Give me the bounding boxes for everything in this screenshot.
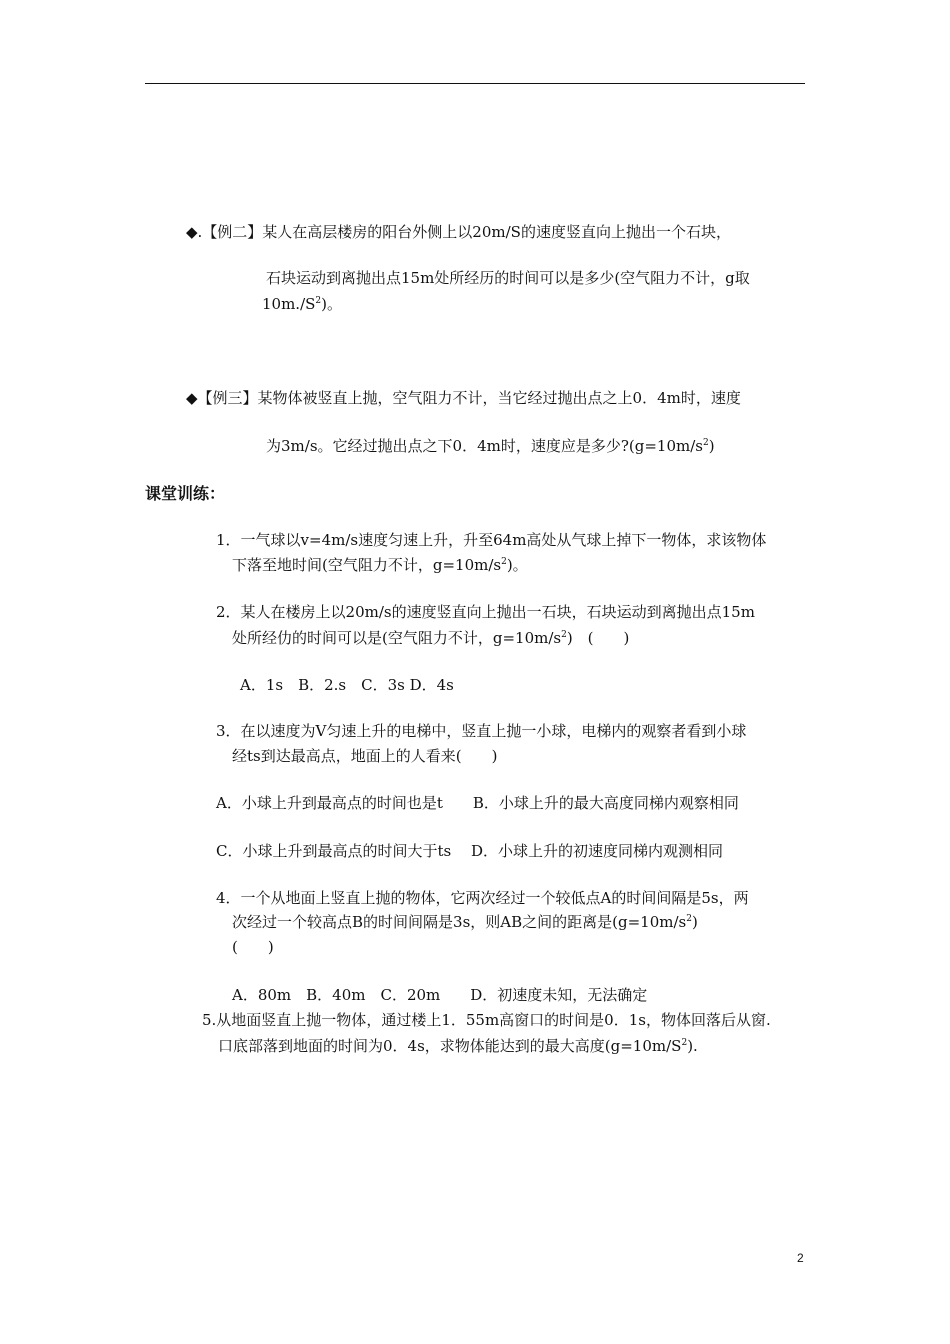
example3-line2 <box>266 436 715 456</box>
q2-line2-pre: 处所经仂的时间可以是(空气阻力不计，g=10m/s <box>232 629 562 647</box>
q4-line2-sup: 2 <box>686 914 692 924</box>
q5-line1: 5.从地面竖直上抛一物体，通过楼上1．55m高窗口的时间是0．1s，物体回落后从窗. <box>202 1011 771 1029</box>
q1-line2-post: )。 <box>506 556 528 574</box>
q5-line2-pre: 口底部落到地面的时间为0．4s，求物体能达到的最大高度(g=10m/S <box>218 1037 682 1055</box>
q1-line2-pre: 下落至地时间(空气阻力不计，g=10m/s <box>232 556 502 574</box>
q5-line2-post: ). <box>687 1037 698 1055</box>
q3-options-cd: C．小球上升到最高点的时间大于ts D．小球上升的初速度同梯内观测相同 <box>216 842 724 860</box>
q5-line2-sup: 2 <box>681 1038 688 1048</box>
header-rule <box>145 83 805 84</box>
example2-line1: ◆.【例二】某人在高层楼房的阳台外侧上以20m/S的速度竖直向上抛出一个石块， <box>186 223 731 241</box>
example2-line3-sup: 2 <box>315 296 322 306</box>
q4-line2 <box>232 912 698 932</box>
q1-line2 <box>232 555 528 575</box>
q2-line2-post: ) ( ) <box>566 629 630 647</box>
q4-line2-post: ) <box>691 913 698 931</box>
example3-line1: ◆【例三】某物体被竖直上抛，空气阻力不计，当它经过抛出点之上0．4m时，速度 <box>186 389 741 407</box>
q4-options: A．80m B．40m C．20m D．初速度未知，无法确定 <box>232 986 648 1004</box>
example2-line3-pre: 10m./S <box>262 295 316 313</box>
example3-line2-post: ) <box>708 437 715 455</box>
q2-line2-sup: 2 <box>561 630 567 640</box>
q2-line1: 2．某人在楼房上以20m/s的速度竖直向上抛出一石块，石块运动到离抛出点15m <box>216 603 755 621</box>
q2-options: A．1s B．2.s C．3s D．4s <box>240 676 454 694</box>
example2-line3-post: )。 <box>321 295 343 313</box>
q3-line1: 3．在以速度为V匀速上升的电梯中，竖直上抛一小球，电梯内的观察者看到小球 <box>216 722 747 740</box>
q2-line2 <box>232 628 629 648</box>
q3-options-ab: A．小球上升到最高点的时间也是t B．小球上升的最大高度同梯内观察相同 <box>216 794 739 812</box>
q1-line2-sup: 2 <box>501 557 507 567</box>
q1-line1: 1．一气球以v=4m/s速度匀速上升，升至64m高处从气球上掉下一物体，求该物体 <box>216 531 767 549</box>
q3-line2: 经ts到达最高点，地面上的人看来( ) <box>232 747 498 765</box>
example2-line3 <box>262 294 342 314</box>
example3-line2-sup: 2 <box>702 438 709 448</box>
q4-line3: ( ) <box>232 938 274 956</box>
q4-line2-pre: 次经过一个较高点B的时间间隔是3s，则AB之间的距离是(g=10m/s <box>232 913 687 931</box>
example2-line2: 石块运动到离抛出点15m处所经历的时间可以是多少(空气阻力不计，g取 <box>266 269 750 287</box>
page-number: 2 <box>797 1251 804 1265</box>
q5-line2 <box>218 1036 698 1056</box>
example3-line2-pre: 为3m/s。它经过抛出点之下0．4m时，速度应是多少?(g=10m/s <box>266 437 703 455</box>
section-title: 课堂训练： <box>145 484 226 503</box>
q4-line1: 4．一个从地面上竖直上抛的物体，它两次经过一个较低点A的时间间隔是5s，两 <box>216 889 749 907</box>
